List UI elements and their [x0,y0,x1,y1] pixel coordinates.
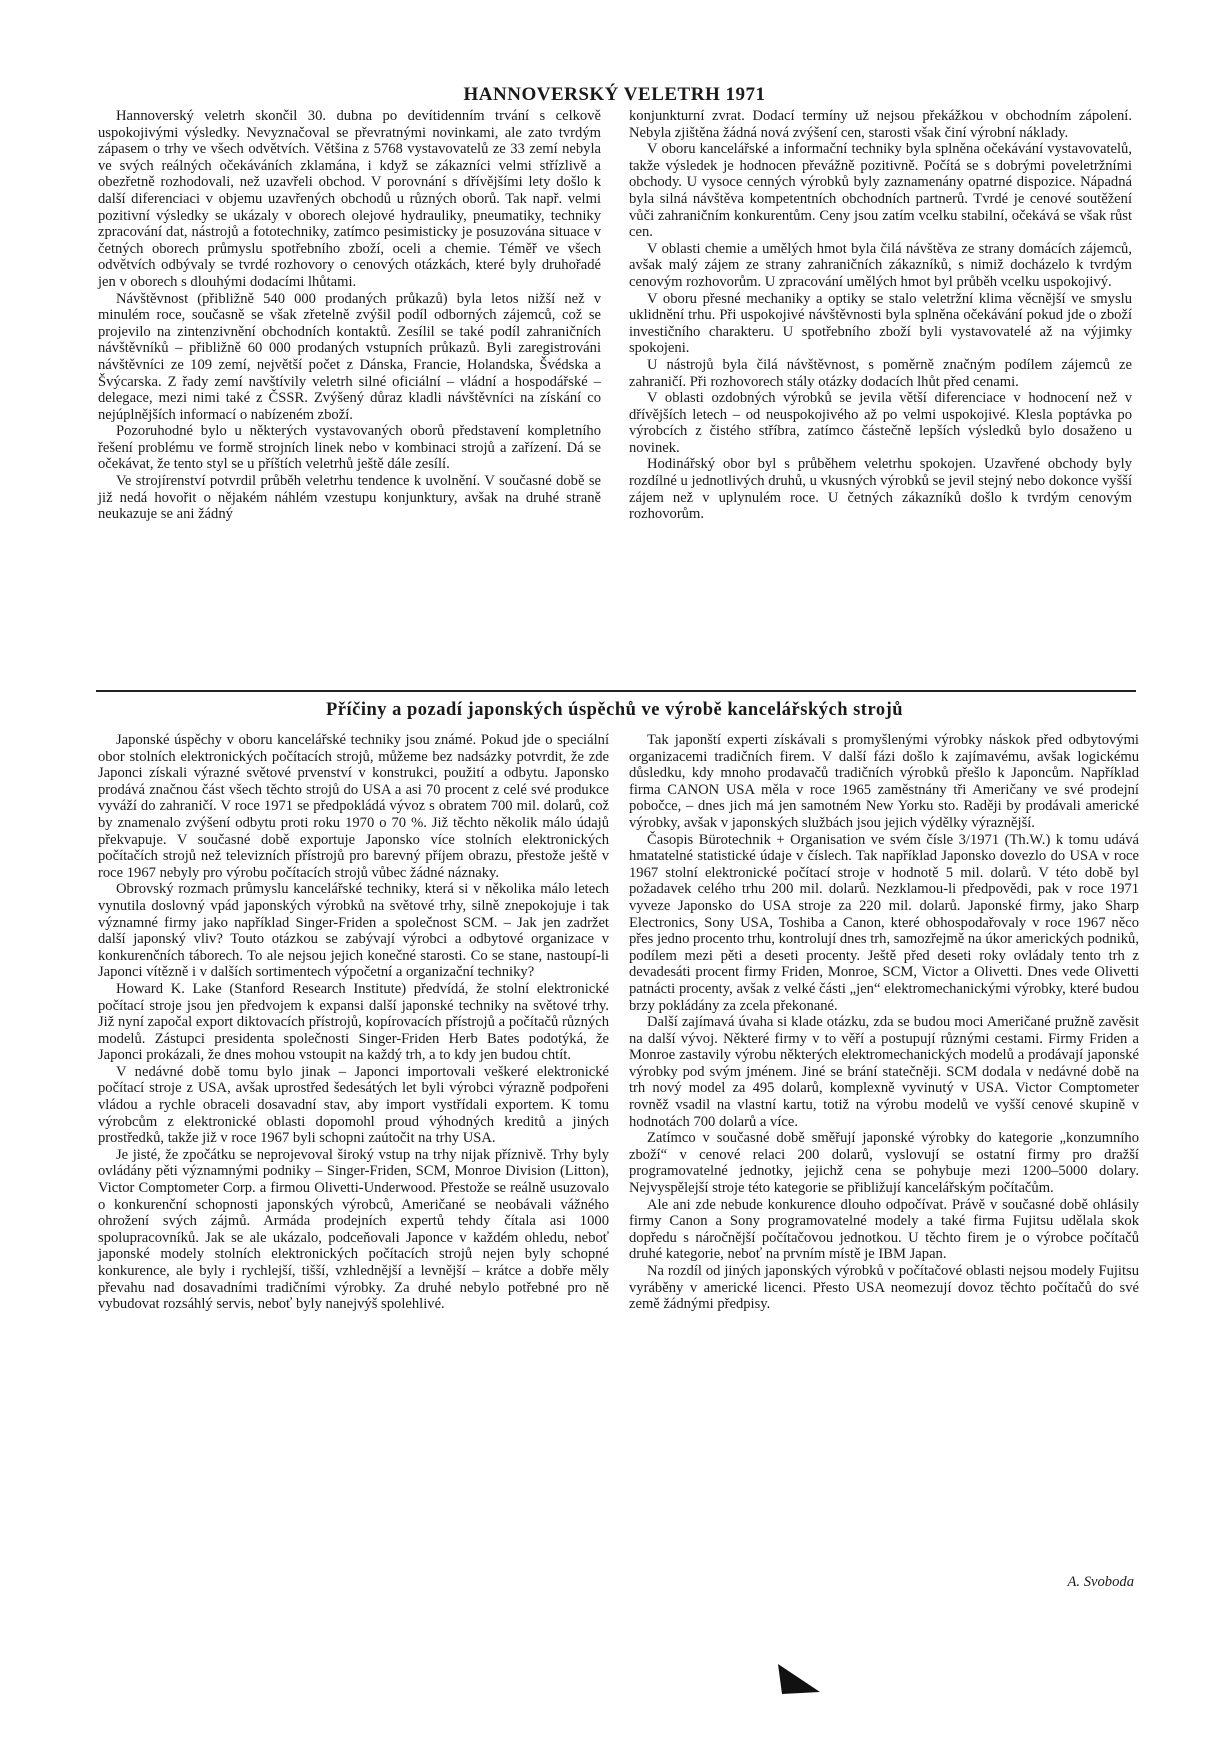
paragraph: Tak japonští experti získávali s promyšlenými výrobky náskok před odbytovými organizacemi tradičních firem. V další fázi došlo k zajímavému, avšak logickému důsledku, kdy mnoho prodavačů tradičních výrobků přešlo k Japoncům. Například firma CANON USA měla v roce 1965 zaměstnány tři Američany ve své prodejní pobočce, – dnes jich má jen samotném New Yorku sto. Raději by prodávali americké výrobky, avšak v japonských službách jsou jejich výdělky výraznější. [629,732,1139,831]
paragraph: Hannoverský veletrh skončil 30. dubna po devítidenním trvání s celkově uspokojivými výsledky. Nevyznačoval se převratnými novinkami, ale zato tvrdým zápasem o trhy ve všech odvětvích. Většina z 5768 vystavovatelů ze 33 zemí nebyla ve svých reálných očekáváních zklamána, i když se zákazníci velmi střízlivě a obezřetně rozhodovali, než uzavřeli obchod. V porovnání s dřívějšími lety došlo k další diferenciaci v objemu uzavřených obchodů u různých oborů. Tak např. velmi pozitivní výsledky se ukázaly v oborech olejové hydrauliky, pneumatiky, techniky zpracování dat, nástrojů a fototechniky, zatímco pesimisticky je posuzována situace v četných oborech průmyslu spotřebního zboží, oceli a chemie. Téměř ve všech odvětvích odbývaly se tvrdé rozhovory o cenových otázkách, které byly druhořadé jen v oborech s dlouhými dodacími lhůtami. [98,108,601,290]
article-1-column-left [98,108,601,523]
paragraph: Zatímco v současné době směřují japonské výrobky do kategorie „konzumního zboží“ v cenové relaci 200 dolarů, vyslovují se ostatní firmy pro dražší programovatelné jednotky, jejichž cena se pohybuje mezi 1200–5000 dolary. Nejvyspělejší stroje této kategorie se přibližují kancelářským počítačům. [629,1130,1139,1197]
paragraph: Hodinářský obor byl s průběhem veletrhu spokojen. Uzavřené obchody byly rozdílné u jednotlivých druhů, u vkusných výrobků se jevil stejný nebo dokonce vyšší zájem než v uplynulém roce. U četných zákazníků došlo k tvrdým cenovým rozhovorům. [629,456,1132,523]
article-2-column-left [98,732,609,1313]
article-1-title: HANNOVERSKÝ VELETRH 1971 [463,84,766,105]
article-2-title: Příčiny a pozadí japonských úspěchů ve výrobě kancelářských strojů [325,700,904,720]
paragraph: U nástrojů byla čilá návštěvnost, s poměrně značným podílem zájemců ze zahraničí. Při rozhovorech stály otázky dodacích lhůt před cenami. [629,356,1132,390]
paragraph: Pozoruhodné bylo u některých vystavovaných oborů představení kompletního řešení problému ve formě strojních linek nebo v kombinaci strojů a zařízení. Dá se očekávat, že tento styl se u příštích veletrhů ještě dále zesílí. [98,423,601,473]
paragraph: V oboru přesné mechaniky a optiky se stalo veletržní klima věcnější ve smyslu uklidnění trhu. Při uspokojivé návštěvnosti byla splněna očekávání pokud jde o zboží investičního charakteru. U spotřebního zboží byli vystavovatelé až na výjimky spokojeni. [629,290,1132,357]
paragraph: V oboru kancelářské a informační techniky byla splněna očekávání vystavovatelů, takže výsledek je hodnocen převážně pozitivně. Počítá se s dobrými poveletržními obchody. U vysoce cenných výrobků byly zaznamenány opatrné dispozice. Nápadná byla silná návštěva kompetentních obchodních partnerů. Tvrdé je cenové soutěžení vůči zahraničním konkurentům. Ceny jsou zatím vcelku stabilní, očekává se však růst cen. [629,141,1132,241]
section-divider [96,690,1136,692]
paragraph: V oblasti ozdobných výrobků se jevila větší diferenciace v hodnocení než v dřívějších letech – od neuspokojivého až po velmi uspokojivé. Klesla poptávka po výrobcích z čistého stříbra, zatímco částečně lepších výsledků bylo dosaženo u novinek. [629,390,1132,456]
paragraph: Japonské úspěchy v oboru kancelářské techniky jsou známé. Pokud jde o speciální obor stolních elektronických počítacích strojů, můžeme bez nadsázky potvrdit, že zde Japonci získali výrazné světové prvenství v konstrukci, použití a odbytu. Japonsko prodává značnou část všech těchto strojů do USA a asi 70 procent z celé své produkce vyváží do zahraničí. V roce 1971 se předpokládá vývoz s obratem 700 mil. dolarů, což by znamenalo zvýšení odbytu proti roku 1970 o 70 %. Již těchto několik málo údajů překvapuje. V současné době exportuje Japonsko více stolních elektronických počítačích strojů než televizních přístrojů pro barevný příjem obrazu, přestože ještě v roce 1967 nebyly pro výrobu počítacích strojů vůbec žádné náznaky. [98,732,609,881]
paragraph: konjunkturní zvrat. Dodací termíny už nejsou překážkou v obchodním zápolení. Nebyla zjištěna žádná nová zvýšení cen, starosti však činí výrobní náklady. [629,108,1132,141]
paragraph: Howard K. Lake (Stanford Research Institute) předvídá, že stolní elektronické počítací stroje jsou jen předvojem k expansi další japonské techniky na světové trhy. Již nyní započal export diktovacích přístrojů, kopírovacích přístrojů a počítačů různých modelů. Zástupci presidenta společnosti Singer-Friden Herb Bates podotýká, že Japonci prokázali, že dnes mohou vstoupit na každý trh, a to kdy jen budou chtít. [98,980,609,1064]
paragraph: Ve strojírenství potvrdil průběh veletrhu tendence k uvolnění. V současné době se již nedá hovořit o nějakém náhlém vzestupu konjunktury, avšak na druhé straně neukazuje se ani žádný [98,473,601,523]
paragraph: Je jisté, že zpočátku se neprojevoval široký vstup na trhy nijak příznivě. Trhy byly ovládány pěti významnými podniky – Singer-Friden, SCM, Monroe Division (Litton), Victor Comptometer Corp. a firmou Olivetti-Underwood. Přestože se reálně usuzovalo o konkurenční schopnosti japonských výrobců, Američané se neobávali vážného ohrožení svých zájmů. Armáda prodejních expertů tehdy čítala asi 1000 spolupracovníků. Jak se ale ukázalo, podceňovali Japonce v každém ohledu, neboť japonské modely stolních elektronických počítacích strojů nejen byly schopné konkurence, ale byly i rychlejší, tišší, vzhlednější a levnější – krátce a dobře měly převahu nad dosavadními tradičními výrobky. Za druhé nebylo potřebné pro ně vybudovat rozsáhlý servis, neboť byly nanejvýš spolehlivé. [98,1146,609,1313]
paragraph: Návštěvnost (přibližně 540 000 prodaných průkazů) byla letos nižší než v minulém roce, současně se však zřetelně zvýšil podíl odborných zájemců, což se projevilo na zintenzivnění obchodních kontaktů. Zesílil se také podíl zahraničních návštěvníků – přibližně 60 000 prodaných vstupních průkazů. Byli zaregistrováni návštěvníci ze 109 zemí, největší počet z Dánska, Francie, Holandska, Švédska a Švýcarska. Z řady zemí navštívily veletrh silné oficiální – vládní a hospodářské – delegace, mezi nimi také z ČSSR. Zvýšený důraz kladli návštěvníci na získání co nejúplnějších informací o nabízeném zboží. [98,290,601,423]
paragraph: Časopis Bürotechnik + Organisation ve svém čísle 3/1971 (Th.W.) k tomu udává hmatatelné statistické údaje v číslech. Tak například Japonsko dovezlo do USA v roce 1967 stolní elektronické počítací stroje v hodnotě 5 mil. dolarů. V této době byl požadavek celého trhu 200 mil. dolarů. Nezklamou-li předpovědi, pak v roce 1971 vyveze Japonsko do USA stroje za 220 mil. dolarů. Japonské firmy, jako Sharp Electronics, Sony USA, Toshiba a Canon, které obhospodařovaly v roce 1967 něco přes jedno procento trhu, kontrolují dnes trh, samozřejmě na úkor amerických podniků, podílem mezi pěti a deseti procenty. Ještě před deseti roky ovládaly tento trh z devadesáti procent firmy Friden, Monroe, SCM, Victor a Olivetti. Dnes vede Olivetti patnácti procenty, avšak z velké části „jen“ elektromechanickými výrobky, které budou brzy pokládány za zcela překonané. [629,831,1139,1014]
author-signature: A. Svoboda [1067,1574,1134,1590]
paragraph: V nedávné době tomu bylo jinak – Japonci importovali veškeré elektronické počítací stroje z USA, avšak uprostřed šedesátých let byli výrobci výrazně podpořeni vládou a rychle obraceli dosavadní stav, aby import vystřídali exportem. K tomu výrobcům z elektronické oblasti dopomohl proud výhodných kreditů a jiných prostředků, takže již v roce 1967 byli schopni zaútočit na trhy USA. [98,1063,609,1147]
paragraph: V oblasti chemie a umělých hmot byla čilá návštěva ze strany domácích zájemců, avšak malý zájem ze strany zahraničních zákazníků, s nimiž docházelo k tvrdým cenovým rozhovorům. U zpracování umělých hmot byl průběh vcelku uspokojivý. [629,240,1132,290]
paragraph: Ale ani zde nebude konkurence dlouho odpočívat. Právě v současné době ohlásily firmy Canon a Sony programovatelné modely a také firma Fujitsu udělala skok dopředu s náročnější počítačovou jednotkou. U těchto firem je o výrobce počítačů druhé kategorie, neboť na prvním místě je IBM Japan. [629,1196,1139,1263]
article-1-column-right [629,108,1132,523]
paragraph: Na rozdíl od jiných japonských výrobků v počítačové oblasti nejsou modely Fujitsu vyráběny v americké licenci. Přesto USA neomezují dovoz těchto počítačů do své země žádnými předpisy. [629,1263,1139,1313]
triangle-end-mark-icon [776,1662,822,1696]
paragraph: Obrovský rozmach průmyslu kancelářské techniky, která si v několika málo letech vynutila doslovný vpád japonských výrobků na světové trhy, silně znepokojuje i tak významné firmy jako například Singer-Friden a společnost SCM. – Jak jen zadržet další japonský vliv? Touto otázkou se zabývají výrobci a odbytové organizace v konkurenčních táborech. To ale nejsou jejich konečné starosti. Co se stane, nastoupí-li Japonci vítězně i v dalších sortimentech výpočetní a organizační techniky? [98,881,609,981]
paragraph: Další zajímavá úvaha si klade otázku, zda se budou moci Američané pružně zavěsit na další vývoj. Některé firmy v to věří a postupují různými cestami. Firmy Friden a Monroe zastavily výrobu některých elektromechanických modelů a prodávají japonské výrobky pod svým jménem. Jiné se brání statečněji. SCM dodala v nedávné době na trh nový model za 495 dolarů, komplexně vyvinutý v USA. Victor Comptometer rovněž vsadil na vlastní kartu, totiž na výrobu modelů ve vyšší cenové skupině v hodnotách 700 dolarů a více. [629,1014,1139,1130]
article-2-column-right [629,732,1139,1313]
